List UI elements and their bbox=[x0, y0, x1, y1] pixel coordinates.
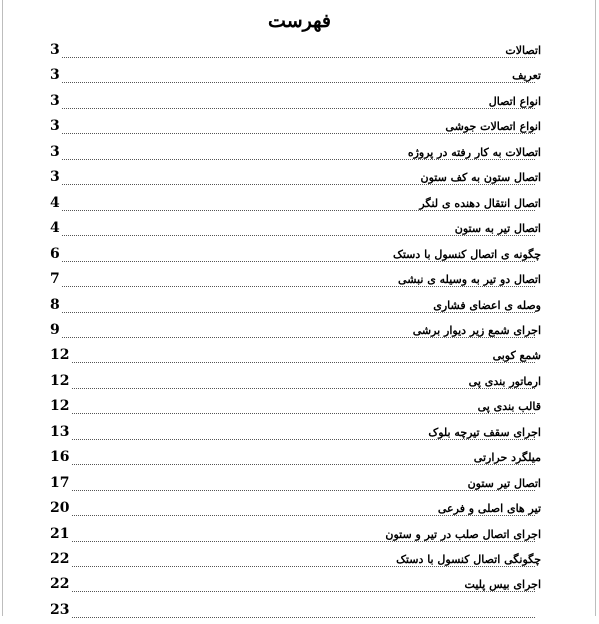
toc-entry-label: اتصال انتقال دهنده ی لنگر bbox=[416, 197, 541, 210]
toc-entry[interactable] bbox=[50, 246, 541, 268]
dot-leader bbox=[60, 57, 535, 58]
toc-entry[interactable] bbox=[50, 602, 541, 624]
toc-entry[interactable] bbox=[50, 398, 541, 420]
toc-entry[interactable] bbox=[50, 93, 541, 115]
toc-page-number: 12 bbox=[50, 347, 70, 364]
toc-entry-label: اجرای سقف تیرچه بلوک bbox=[425, 426, 541, 439]
dot-leader bbox=[60, 413, 535, 414]
toc-entry[interactable] bbox=[50, 500, 541, 522]
toc-entry[interactable] bbox=[50, 271, 541, 293]
toc-page-number: 22 bbox=[50, 576, 70, 593]
toc-page-number: 3 bbox=[50, 92, 60, 109]
toc-entry[interactable] bbox=[50, 449, 541, 471]
dot-leader bbox=[60, 566, 535, 567]
toc-page-number: 16 bbox=[50, 449, 70, 466]
toc-entry-label: انواع اتصالات جوشی bbox=[442, 120, 541, 133]
toc-page-number: 8 bbox=[50, 296, 60, 313]
toc-entry-label: ارماتور بندی پی bbox=[466, 375, 541, 388]
toc-page-number: 12 bbox=[50, 398, 70, 415]
dot-leader bbox=[60, 312, 535, 313]
toc-page-number: 13 bbox=[50, 423, 70, 440]
toc-entry[interactable] bbox=[50, 526, 541, 548]
dot-leader bbox=[60, 388, 535, 389]
toc-entry-label: اتصالات به کار رفته در پروژه bbox=[405, 146, 541, 159]
dot-leader bbox=[60, 617, 535, 618]
toc-page-number: 4 bbox=[50, 194, 60, 211]
toc-page-number: 6 bbox=[50, 245, 60, 262]
toc-entry[interactable] bbox=[50, 42, 541, 64]
dot-leader bbox=[60, 439, 535, 440]
toc-entry[interactable] bbox=[50, 297, 541, 319]
toc-entry[interactable] bbox=[50, 322, 541, 344]
toc-page-number: 21 bbox=[50, 525, 70, 542]
toc-entry-label: چگونه ی اتصال کنسول با دستک bbox=[390, 248, 541, 261]
toc-page-number: 9 bbox=[50, 321, 60, 338]
toc-entry[interactable] bbox=[50, 551, 541, 573]
toc-entry[interactable] bbox=[50, 424, 541, 446]
dot-leader bbox=[60, 337, 535, 338]
toc-page-number: 3 bbox=[50, 42, 60, 58]
dot-leader bbox=[60, 184, 535, 185]
dot-leader bbox=[60, 541, 535, 542]
page-title: فهرست bbox=[268, 10, 331, 32]
toc-entry-label: شمع کوبی bbox=[490, 349, 541, 362]
dot-leader bbox=[60, 210, 535, 211]
toc-entry-label: اجرای بیس پلیت bbox=[462, 578, 541, 591]
toc-entry[interactable] bbox=[50, 195, 541, 217]
toc-entry-label: اتصال ستون به کف ستون bbox=[418, 171, 542, 184]
toc-page-number: 3 bbox=[50, 118, 60, 135]
toc-entry-label: میلگرد حرارتی bbox=[471, 451, 541, 464]
toc-entry-label: اجرای شمع زیر دیوار برشی bbox=[410, 324, 541, 337]
toc-page-number: 3 bbox=[50, 143, 60, 160]
toc-entry-label: تیر های اصلی و فرعی bbox=[435, 502, 541, 515]
toc-page-number: 23 bbox=[50, 601, 70, 618]
toc-entry-label: اجرای اتصال صلب در تیر و ستون bbox=[382, 528, 541, 541]
toc-entry-label: چگونگی اتصال کنسول با دستک bbox=[393, 553, 541, 566]
toc-entry-label: انواع اتصال bbox=[486, 95, 541, 108]
toc-entry[interactable] bbox=[50, 67, 541, 89]
toc-entry-label: قالب بندی پی bbox=[475, 400, 541, 413]
toc-entry[interactable] bbox=[50, 576, 541, 598]
dot-leader bbox=[60, 362, 535, 363]
dot-leader bbox=[60, 490, 535, 491]
toc-page-number: 17 bbox=[50, 474, 70, 491]
toc-entry[interactable] bbox=[50, 220, 541, 242]
toc-page-number: 20 bbox=[50, 500, 70, 517]
toc-entry-label: اتصال تیر به ستون bbox=[452, 222, 541, 235]
dot-leader bbox=[60, 515, 535, 516]
dot-leader bbox=[60, 133, 535, 134]
toc-page-number: 22 bbox=[50, 551, 70, 567]
toc-entry[interactable] bbox=[50, 144, 541, 166]
toc-page-number: 7 bbox=[50, 271, 60, 288]
toc-page-number: 12 bbox=[50, 372, 70, 389]
dot-leader bbox=[60, 591, 535, 592]
dot-leader bbox=[60, 159, 535, 160]
dot-leader bbox=[60, 235, 535, 236]
toc-entry[interactable] bbox=[50, 475, 541, 497]
toc-entry[interactable] bbox=[50, 373, 541, 395]
toc-entry[interactable] bbox=[50, 347, 541, 369]
toc-entry[interactable] bbox=[50, 169, 541, 191]
toc-entry-label: تعریف bbox=[509, 69, 541, 82]
toc-entry-label: اتصالات bbox=[502, 44, 541, 57]
toc-page-number: 3 bbox=[50, 169, 60, 186]
toc-entry[interactable] bbox=[50, 118, 541, 140]
toc-page-number: 4 bbox=[50, 220, 60, 237]
dot-leader bbox=[60, 108, 535, 109]
dot-leader bbox=[60, 261, 535, 262]
toc-entry-label: اتصال دو تیر به وسیله ی نبشی bbox=[395, 273, 541, 286]
toc-entry-label: وصله ی اعضای فشاری bbox=[430, 299, 541, 312]
toc-page-number: 3 bbox=[50, 67, 60, 84]
dot-leader bbox=[60, 286, 535, 287]
toc-entry-label: اتصال تیر ستون bbox=[465, 477, 541, 490]
dot-leader bbox=[60, 464, 535, 465]
dot-leader bbox=[60, 82, 535, 83]
